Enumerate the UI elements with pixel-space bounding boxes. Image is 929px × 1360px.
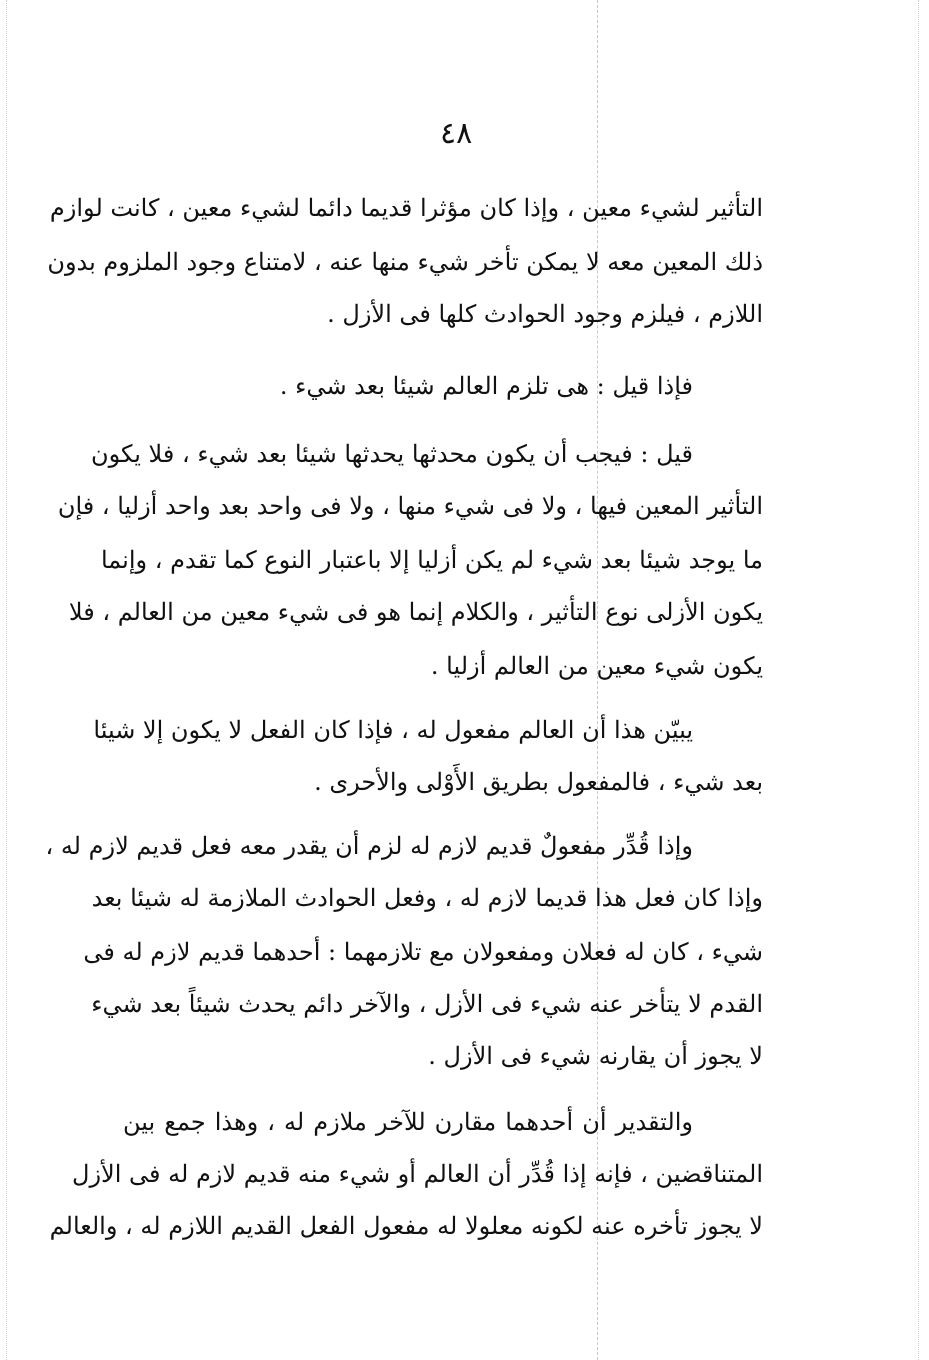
text-line: يكون الأزلى نوع التأثير ، والكلام إنما هو فى شيء معين من العالم ، فلا [68, 598, 763, 626]
text-line: القدم لا يتأخر عنه شيء فى الأزل ، والآخر دائم يحدث شيئاً بعد شيء [91, 990, 763, 1018]
page-number: ٤٨ [440, 116, 473, 151]
text-line: ذلك المعين معه لا يمكن تأخر شيء منها عنه ، لامتناع وجود الملزوم بدون [47, 248, 763, 276]
text-line: التأثير المعين فيها ، ولا فى شيء منها ، ولا فى واحد بعد واحد أزليا ، فإن [57, 492, 763, 520]
text-line: يبيّن هذا أن العالم مفعول له ، فإذا كان الفعل لا يكون إلا شيئا [93, 716, 693, 744]
text-line: اللازم ، فيلزم وجود الحوادث كلها فى الأزل . [327, 300, 763, 328]
scan-edge-left [6, 0, 7, 1360]
text-line: فإذا قيل : هى تلزم العالم شيئا بعد شيء . [279, 372, 693, 400]
text-line: المتناقضين ، فإنه إذا قُدِّر أن العالم أو شيء منه قديم لازم له فى الأزل [72, 1160, 763, 1188]
text-line: وإذا قُدِّر مفعولٌ قديم لازم له لزم أن يقدر معه فعل قديم لازم له ، [45, 832, 693, 860]
text-line: قيل : فيجب أن يكون محدثها يحدثها شيئا بعد شيء ، فلا يكون [90, 440, 693, 468]
text-line: بعد شيء ، فالمفعول بطريق الأَوْلى والأحرى . [314, 768, 763, 796]
text-line: لا يجوز تأخره عنه لكونه معلولا له مفعول الفعل القديم اللازم له ، والعالم [49, 1212, 763, 1240]
text-line: وإذا كان فعل هذا قديما لازم له ، وفعل الحوادث الملازمة له شيئا بعد [91, 884, 763, 912]
text-line: يكون شيء معين من العالم أزليا . [430, 652, 763, 680]
text-line: ما يوجد شيئا بعد شيء لم يكن أزليا إلا باعتبار النوع كما تقدم ، وإنما [100, 546, 763, 574]
text-line: لا يجوز أن يقارنه شيء فى الأزل . [428, 1042, 763, 1070]
text-line: والتقدير أن أحدهما مقارن للآخر ملازم له ، وهذا جمع بين [123, 1108, 693, 1136]
scan-edge-right [918, 0, 919, 1360]
text-line: التأثير لشيء معين ، وإذا كان مؤثرا قديما دائما لشيء معين ، كانت لوازم [49, 194, 763, 222]
text-line: شيء ، كان له فعلان ومفعولان مع تلازمهما : أحدهما قديم لازم له فى [83, 938, 763, 966]
